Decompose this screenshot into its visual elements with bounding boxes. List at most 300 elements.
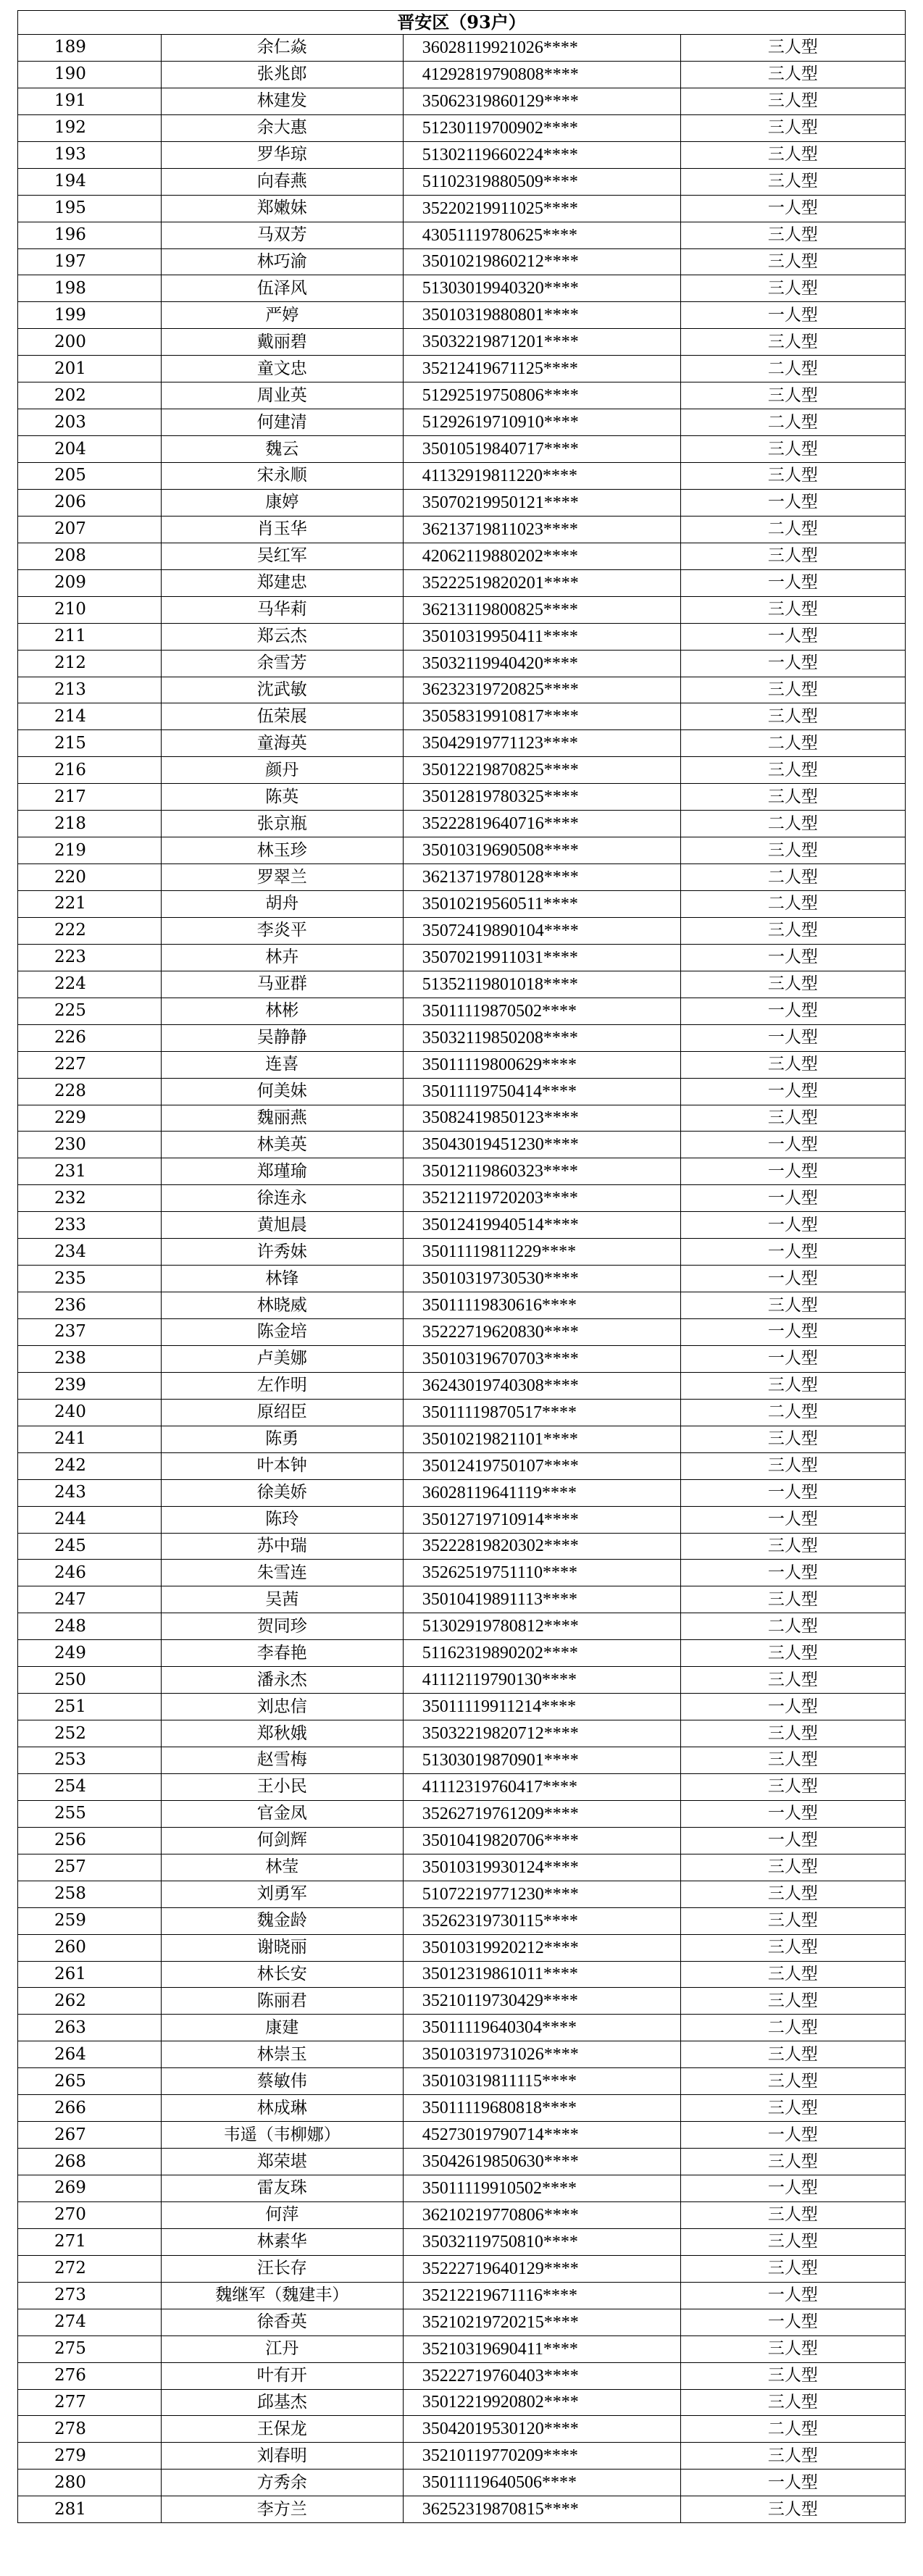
table-row bbox=[18, 944, 906, 971]
name-cell: 李炎平 bbox=[161, 917, 403, 944]
row-number: 220 bbox=[18, 864, 162, 891]
name-cell: 林美英 bbox=[161, 1132, 403, 1158]
name-cell: 吴茜 bbox=[161, 1586, 403, 1613]
name-cell: 何美妹 bbox=[161, 1078, 403, 1105]
name-cell: 何剑辉 bbox=[161, 1827, 403, 1854]
household-type-cell: 三人型 bbox=[680, 2149, 905, 2175]
row-number: 213 bbox=[18, 677, 162, 703]
id-number-cell: 35222819820302**** bbox=[403, 1533, 680, 1560]
row-number: 269 bbox=[18, 2175, 162, 2202]
table-row bbox=[18, 1212, 906, 1239]
table-row bbox=[18, 543, 906, 569]
household-type-cell: 一人型 bbox=[680, 1560, 905, 1586]
row-number: 204 bbox=[18, 436, 162, 463]
id-number-cell: 35222719620830**** bbox=[403, 1319, 680, 1346]
household-type-cell: 一人型 bbox=[680, 1319, 905, 1346]
id-number-cell: 35010319690508**** bbox=[403, 837, 680, 864]
id-number-cell: 35222719640129**** bbox=[403, 2255, 680, 2282]
household-type-cell: 一人型 bbox=[680, 569, 905, 596]
row-number: 222 bbox=[18, 917, 162, 944]
row-number: 255 bbox=[18, 1800, 162, 1827]
table-row bbox=[18, 1640, 906, 1667]
id-number-cell: 36252319870815**** bbox=[403, 2496, 680, 2523]
name-cell: 刘勇军 bbox=[161, 1881, 403, 1907]
household-type-cell: 三人型 bbox=[680, 703, 905, 730]
household-type-cell: 一人型 bbox=[680, 2175, 905, 2202]
id-number-cell: 35010319930124**** bbox=[403, 1854, 680, 1881]
name-cell: 向春燕 bbox=[161, 168, 403, 195]
table-row bbox=[18, 2122, 906, 2149]
id-number-cell: 35011119640304**** bbox=[403, 2015, 680, 2041]
id-number-cell: 35062319860129**** bbox=[403, 88, 680, 114]
id-number-cell: 35262519751110**** bbox=[403, 1560, 680, 1586]
table-row bbox=[18, 2175, 906, 2202]
household-type-cell: 三人型 bbox=[680, 1934, 905, 1961]
household-type-cell: 一人型 bbox=[680, 2470, 905, 2496]
household-type-cell: 三人型 bbox=[680, 88, 905, 114]
name-cell: 陈金培 bbox=[161, 1319, 403, 1346]
name-cell: 林崇玉 bbox=[161, 2041, 403, 2068]
household-type-cell: 二人型 bbox=[680, 891, 905, 918]
row-number: 195 bbox=[18, 195, 162, 222]
household-type-cell: 二人型 bbox=[680, 356, 905, 382]
household-type-cell: 二人型 bbox=[680, 864, 905, 891]
table-row bbox=[18, 35, 906, 62]
id-number-cell: 35042019530120**** bbox=[403, 2416, 680, 2443]
id-number-cell: 35042619850630**** bbox=[403, 2149, 680, 2175]
id-number-cell: 36028119921026**** bbox=[403, 35, 680, 62]
household-type-cell: 三人型 bbox=[680, 114, 905, 141]
table-row bbox=[18, 409, 906, 436]
name-cell: 康婷 bbox=[161, 489, 403, 516]
table-row bbox=[18, 757, 906, 784]
name-cell: 张兆郎 bbox=[161, 61, 403, 88]
id-number-cell: 35222819640716**** bbox=[403, 811, 680, 837]
name-cell: 原绍臣 bbox=[161, 1399, 403, 1426]
household-type-cell: 三人型 bbox=[680, 1747, 905, 1774]
name-cell: 陈勇 bbox=[161, 1426, 403, 1452]
name-cell: 叶有开 bbox=[161, 2362, 403, 2389]
household-type-cell: 三人型 bbox=[680, 2389, 905, 2416]
row-number: 203 bbox=[18, 409, 162, 436]
table-row bbox=[18, 730, 906, 757]
name-cell: 潘永杰 bbox=[161, 1667, 403, 1694]
table-row bbox=[18, 2496, 906, 2523]
district-title: 晋安区（93户） bbox=[18, 11, 906, 35]
row-number: 201 bbox=[18, 356, 162, 382]
row-number: 242 bbox=[18, 1452, 162, 1479]
table-row bbox=[18, 489, 906, 516]
row-number: 280 bbox=[18, 2470, 162, 2496]
name-cell: 方秀余 bbox=[161, 2470, 403, 2496]
table-row bbox=[18, 275, 906, 302]
row-number: 234 bbox=[18, 1239, 162, 1266]
row-number: 263 bbox=[18, 2015, 162, 2041]
household-type-cell: 二人型 bbox=[680, 730, 905, 757]
table-row bbox=[18, 2095, 906, 2122]
table-row bbox=[18, 248, 906, 275]
id-number-cell: 35070219950121**** bbox=[403, 489, 680, 516]
household-type-cell: 一人型 bbox=[680, 1212, 905, 1239]
table-row bbox=[18, 1773, 906, 1800]
household-type-cell: 三人型 bbox=[680, 1533, 905, 1560]
name-cell: 官金凤 bbox=[161, 1800, 403, 1827]
table-row bbox=[18, 382, 906, 409]
id-number-cell: 35011119910502**** bbox=[403, 2175, 680, 2202]
table-row bbox=[18, 569, 906, 596]
household-type-cell: 三人型 bbox=[680, 1586, 905, 1613]
row-number: 197 bbox=[18, 248, 162, 275]
id-number-cell: 35210119730429**** bbox=[403, 1988, 680, 2015]
table-row bbox=[18, 1345, 906, 1372]
name-cell: 吴红军 bbox=[161, 543, 403, 569]
name-cell: 刘忠信 bbox=[161, 1694, 403, 1720]
name-cell: 伍荣展 bbox=[161, 703, 403, 730]
table-row bbox=[18, 596, 906, 623]
table-row bbox=[18, 971, 906, 998]
table-row bbox=[18, 1266, 906, 1292]
household-type-cell: 一人型 bbox=[680, 2309, 905, 2335]
household-type-cell: 三人型 bbox=[680, 1426, 905, 1452]
row-number: 243 bbox=[18, 1479, 162, 1506]
table-row bbox=[18, 2309, 906, 2335]
row-number: 226 bbox=[18, 1024, 162, 1051]
name-cell: 何萍 bbox=[161, 2201, 403, 2228]
id-number-cell: 35010219860212**** bbox=[403, 248, 680, 275]
name-cell: 李春艳 bbox=[161, 1640, 403, 1667]
name-cell: 何建清 bbox=[161, 409, 403, 436]
id-number-cell: 35212119720203**** bbox=[403, 1185, 680, 1212]
id-number-cell: 41292819790808**** bbox=[403, 61, 680, 88]
row-number: 210 bbox=[18, 596, 162, 623]
household-type-cell: 一人型 bbox=[680, 195, 905, 222]
household-type-cell: 三人型 bbox=[680, 35, 905, 62]
name-cell: 马亚群 bbox=[161, 971, 403, 998]
name-cell: 黄旭晨 bbox=[161, 1212, 403, 1239]
id-number-cell: 35010319950411**** bbox=[403, 623, 680, 650]
household-type-cell: 三人型 bbox=[680, 757, 905, 784]
name-cell: 肖玉华 bbox=[161, 516, 403, 543]
household-type-cell: 三人型 bbox=[680, 1667, 905, 1694]
id-number-cell: 35012219870825**** bbox=[403, 757, 680, 784]
name-cell: 周业英 bbox=[161, 382, 403, 409]
table-row bbox=[18, 222, 906, 248]
name-cell: 刘春明 bbox=[161, 2443, 403, 2470]
row-number: 223 bbox=[18, 944, 162, 971]
row-number: 236 bbox=[18, 1292, 162, 1319]
name-cell: 魏云 bbox=[161, 436, 403, 463]
name-cell: 徐连永 bbox=[161, 1185, 403, 1212]
row-number: 267 bbox=[18, 2122, 162, 2149]
table-row bbox=[18, 356, 906, 382]
household-type-cell: 二人型 bbox=[680, 516, 905, 543]
household-type-cell: 三人型 bbox=[680, 329, 905, 356]
household-type-cell: 三人型 bbox=[680, 2443, 905, 2470]
name-cell: 郑云杰 bbox=[161, 623, 403, 650]
row-number: 189 bbox=[18, 35, 162, 62]
table-row bbox=[18, 1479, 906, 1506]
name-cell: 林彬 bbox=[161, 998, 403, 1024]
row-number: 259 bbox=[18, 1907, 162, 1934]
row-number: 194 bbox=[18, 168, 162, 195]
household-type-cell: 一人型 bbox=[680, 1132, 905, 1158]
household-type-cell: 一人型 bbox=[680, 1694, 905, 1720]
table-row bbox=[18, 2282, 906, 2309]
table-row bbox=[18, 703, 906, 730]
name-cell: 魏丽燕 bbox=[161, 1105, 403, 1132]
id-number-cell: 45273019790714**** bbox=[403, 2122, 680, 2149]
table-row bbox=[18, 168, 906, 195]
table-row bbox=[18, 2362, 906, 2389]
household-type-cell: 一人型 bbox=[680, 2282, 905, 2309]
row-number: 268 bbox=[18, 2149, 162, 2175]
table-row bbox=[18, 1158, 906, 1185]
table-row bbox=[18, 329, 906, 356]
id-number-cell: 41132919811220**** bbox=[403, 463, 680, 490]
id-number-cell: 35210119770209**** bbox=[403, 2443, 680, 2470]
household-type-cell: 三人型 bbox=[680, 2041, 905, 2068]
name-cell: 陈丽君 bbox=[161, 1988, 403, 2015]
table-title-row bbox=[18, 11, 906, 35]
household-type-cell: 二人型 bbox=[680, 1613, 905, 1640]
id-number-cell: 51292619710910**** bbox=[403, 409, 680, 436]
row-number: 251 bbox=[18, 1694, 162, 1720]
id-number-cell: 35011119680818**** bbox=[403, 2095, 680, 2122]
row-number: 237 bbox=[18, 1319, 162, 1346]
row-number: 278 bbox=[18, 2416, 162, 2443]
table-row bbox=[18, 2470, 906, 2496]
row-number: 264 bbox=[18, 2041, 162, 2068]
table-row bbox=[18, 1560, 906, 1586]
household-type-cell: 三人型 bbox=[680, 61, 905, 88]
household-type-cell: 一人型 bbox=[680, 1506, 905, 1533]
household-type-cell: 三人型 bbox=[680, 168, 905, 195]
name-cell: 林卉 bbox=[161, 944, 403, 971]
id-number-cell: 35010319880801**** bbox=[403, 302, 680, 329]
name-cell: 林建发 bbox=[161, 88, 403, 114]
household-type-cell: 三人型 bbox=[680, 2255, 905, 2282]
household-type-cell: 三人型 bbox=[680, 141, 905, 168]
name-cell: 余仁焱 bbox=[161, 35, 403, 62]
name-cell: 王保龙 bbox=[161, 2416, 403, 2443]
household-type-cell: 三人型 bbox=[680, 1640, 905, 1667]
id-number-cell: 35010219560511**** bbox=[403, 891, 680, 918]
row-number: 247 bbox=[18, 1586, 162, 1613]
id-number-cell: 35012719710914**** bbox=[403, 1506, 680, 1533]
table-row bbox=[18, 811, 906, 837]
row-number: 262 bbox=[18, 1988, 162, 2015]
table-row bbox=[18, 1586, 906, 1613]
row-number: 238 bbox=[18, 1345, 162, 1372]
id-number-cell: 35043019451230**** bbox=[403, 1132, 680, 1158]
table-row bbox=[18, 1078, 906, 1105]
name-cell: 苏中瑞 bbox=[161, 1533, 403, 1560]
row-number: 214 bbox=[18, 703, 162, 730]
table-row bbox=[18, 1988, 906, 2015]
name-cell: 林素华 bbox=[161, 2228, 403, 2255]
name-cell: 罗华琼 bbox=[161, 141, 403, 168]
table-row bbox=[18, 677, 906, 703]
table-row bbox=[18, 2389, 906, 2416]
row-number: 260 bbox=[18, 1934, 162, 1961]
row-number: 202 bbox=[18, 382, 162, 409]
household-type-cell: 三人型 bbox=[680, 596, 905, 623]
table-row bbox=[18, 1881, 906, 1907]
id-number-cell: 35058319910817**** bbox=[403, 703, 680, 730]
table-row bbox=[18, 1105, 906, 1132]
id-number-cell: 35262719761209**** bbox=[403, 1800, 680, 1827]
row-number: 281 bbox=[18, 2496, 162, 2523]
name-cell: 林锋 bbox=[161, 1266, 403, 1292]
name-cell: 左作明 bbox=[161, 1372, 403, 1399]
id-number-cell: 36028119641119**** bbox=[403, 1479, 680, 1506]
table-row bbox=[18, 1399, 906, 1426]
household-type-cell: 一人型 bbox=[680, 623, 905, 650]
row-number: 230 bbox=[18, 1132, 162, 1158]
table-row bbox=[18, 1319, 906, 1346]
table-row bbox=[18, 1452, 906, 1479]
household-type-cell: 三人型 bbox=[680, 1881, 905, 1907]
row-number: 275 bbox=[18, 2335, 162, 2362]
id-number-cell: 51352119801018**** bbox=[403, 971, 680, 998]
id-number-cell: 35210319690411**** bbox=[403, 2335, 680, 2362]
row-number: 229 bbox=[18, 1105, 162, 1132]
table-row bbox=[18, 1720, 906, 1747]
name-cell: 连喜 bbox=[161, 1051, 403, 1078]
id-number-cell: 35262319730115**** bbox=[403, 1907, 680, 1934]
row-number: 224 bbox=[18, 971, 162, 998]
id-number-cell: 51303019940320**** bbox=[403, 275, 680, 302]
id-number-cell: 35010419820706**** bbox=[403, 1827, 680, 1854]
household-type-cell: 一人型 bbox=[680, 489, 905, 516]
household-type-cell: 三人型 bbox=[680, 1988, 905, 2015]
table-row bbox=[18, 1051, 906, 1078]
id-number-cell: 35032119940420**** bbox=[403, 650, 680, 677]
id-number-cell: 35070219911031**** bbox=[403, 944, 680, 971]
name-cell: 戴丽碧 bbox=[161, 329, 403, 356]
row-number: 193 bbox=[18, 141, 162, 168]
household-type-cell: 二人型 bbox=[680, 409, 905, 436]
row-number: 246 bbox=[18, 1560, 162, 1586]
row-number: 198 bbox=[18, 275, 162, 302]
table-row bbox=[18, 1961, 906, 1988]
name-cell: 宋永顺 bbox=[161, 463, 403, 490]
id-number-cell: 35012119860323**** bbox=[403, 1158, 680, 1185]
table-row bbox=[18, 1132, 906, 1158]
id-number-cell: 51292519750806**** bbox=[403, 382, 680, 409]
table-row bbox=[18, 61, 906, 88]
table-row bbox=[18, 1934, 906, 1961]
row-number: 265 bbox=[18, 2068, 162, 2095]
table-row bbox=[18, 837, 906, 864]
name-cell: 马双芳 bbox=[161, 222, 403, 248]
row-number: 217 bbox=[18, 784, 162, 811]
household-type-cell: 三人型 bbox=[680, 1452, 905, 1479]
name-cell: 林莹 bbox=[161, 1854, 403, 1881]
household-type-cell: 三人型 bbox=[680, 275, 905, 302]
id-number-cell: 36243019740308**** bbox=[403, 1372, 680, 1399]
id-number-cell: 51302119660224**** bbox=[403, 141, 680, 168]
table-row bbox=[18, 891, 906, 918]
id-number-cell: 35032219820712**** bbox=[403, 1720, 680, 1747]
household-type-cell: 三人型 bbox=[680, 1051, 905, 1078]
id-number-cell: 35010219821101**** bbox=[403, 1426, 680, 1452]
name-cell: 林巧渝 bbox=[161, 248, 403, 275]
table-row bbox=[18, 1239, 906, 1266]
name-cell: 罗翠兰 bbox=[161, 864, 403, 891]
id-number-cell: 41112119790130**** bbox=[403, 1667, 680, 1694]
id-number-cell: 35222719760403**** bbox=[403, 2362, 680, 2389]
row-number: 199 bbox=[18, 302, 162, 329]
id-number-cell: 35010319731026**** bbox=[403, 2041, 680, 2068]
id-number-cell: 35010519840717**** bbox=[403, 436, 680, 463]
name-cell: 余雪芳 bbox=[161, 650, 403, 677]
table-body bbox=[18, 35, 906, 2523]
row-number: 272 bbox=[18, 2255, 162, 2282]
name-cell: 赵雪梅 bbox=[161, 1747, 403, 1774]
id-number-cell: 51102319880509**** bbox=[403, 168, 680, 195]
table-row bbox=[18, 1024, 906, 1051]
table-row bbox=[18, 1185, 906, 1212]
id-number-cell: 35032119850208**** bbox=[403, 1024, 680, 1051]
household-type-cell: 三人型 bbox=[680, 1773, 905, 1800]
row-number: 219 bbox=[18, 837, 162, 864]
row-number: 190 bbox=[18, 61, 162, 88]
row-number: 200 bbox=[18, 329, 162, 356]
table-row bbox=[18, 195, 906, 222]
table-row bbox=[18, 1907, 906, 1934]
household-type-cell: 三人型 bbox=[680, 677, 905, 703]
name-cell: 蔡敏伟 bbox=[161, 2068, 403, 2095]
household-type-cell: 三人型 bbox=[680, 543, 905, 569]
id-number-cell: 42062119880202**** bbox=[403, 543, 680, 569]
table-row bbox=[18, 917, 906, 944]
household-type-cell: 三人型 bbox=[680, 436, 905, 463]
name-cell: 朱雪连 bbox=[161, 1560, 403, 1586]
table-row bbox=[18, 1506, 906, 1533]
name-cell: 陈英 bbox=[161, 784, 403, 811]
id-number-cell: 35012419750107**** bbox=[403, 1452, 680, 1479]
row-number: 266 bbox=[18, 2095, 162, 2122]
row-number: 244 bbox=[18, 1506, 162, 1533]
table-row bbox=[18, 2228, 906, 2255]
id-number-cell: 35220219911025**** bbox=[403, 195, 680, 222]
household-type-cell: 三人型 bbox=[680, 917, 905, 944]
row-number: 196 bbox=[18, 222, 162, 248]
id-number-cell: 35011119750414**** bbox=[403, 1078, 680, 1105]
household-type-cell: 三人型 bbox=[680, 784, 905, 811]
name-cell: 郑荣堪 bbox=[161, 2149, 403, 2175]
row-number: 228 bbox=[18, 1078, 162, 1105]
row-number: 256 bbox=[18, 1827, 162, 1854]
row-number: 248 bbox=[18, 1613, 162, 1640]
id-number-cell: 35011119640506**** bbox=[403, 2470, 680, 2496]
id-number-cell: 36210219770806**** bbox=[403, 2201, 680, 2228]
household-type-cell: 一人型 bbox=[680, 1239, 905, 1266]
table-row bbox=[18, 1426, 906, 1452]
table-row bbox=[18, 2015, 906, 2041]
name-cell: 林晓威 bbox=[161, 1292, 403, 1319]
household-type-cell: 三人型 bbox=[680, 971, 905, 998]
row-number: 254 bbox=[18, 1773, 162, 1800]
row-number: 215 bbox=[18, 730, 162, 757]
household-type-cell: 三人型 bbox=[680, 2201, 905, 2228]
id-number-cell: 35012419940514**** bbox=[403, 1212, 680, 1239]
name-cell: 伍泽风 bbox=[161, 275, 403, 302]
row-number: 245 bbox=[18, 1533, 162, 1560]
name-cell: 徐香英 bbox=[161, 2309, 403, 2335]
table-row bbox=[18, 2068, 906, 2095]
